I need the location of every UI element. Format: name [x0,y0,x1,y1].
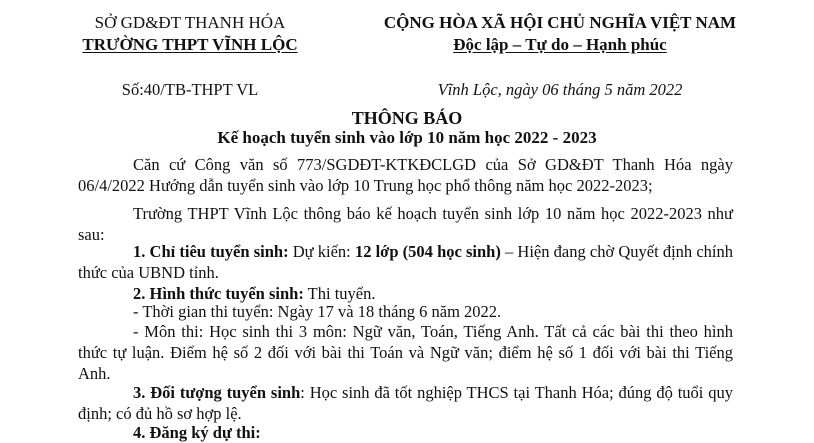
department-name: SỞ GD&ĐT THANH HÓA [94,13,286,32]
section-eligibility-heading: 3. Đối tượng tuyển sinh [133,383,301,402]
document-subtitle: Kế hoạch tuyển sinh vào lớp 10 năm học 2022 - 2023 [217,128,597,147]
section-quota-heading: 1. Chỉ tiêu tuyển sinh: [133,242,289,261]
national-motto: Độc lập – Tự do – Hạnh phúc [453,35,667,54]
section-format-text: Thi tuyển. [303,284,376,303]
section-quota-classes: 12 lớp (504 học sinh) [354,242,501,261]
document-title: THÔNG BÁO [351,108,463,128]
paragraph-announcement: Trường THPT Vĩnh Lộc thông báo kế hoạch tuyển sinh lớp 10 năm học 2022-2023 như sau: [78,204,733,244]
exam-subjects: - Môn thi: Học sinh thi 3 môn: Ngữ văn, Toán, Tiếng Anh. Tất cả các bài thi theo hình thức tự luận. Điểm hệ số 2 đối với bài thi Toán và Ngữ văn; điểm hệ số 1 đối với bài thi Tiếng Anh. [78,322,733,383]
country-name: CỘNG HÒA XÃ HỘI CHỦ NGHĨA VIỆT NAM [383,13,737,32]
exam-time: - Thời gian thi tuyển: Ngày 17 và 18 tháng 6 năm 2022. [133,302,502,321]
section-quota [78,241,733,283]
section-quota-text-c: – Hiện đang chờ Quyết định chính thức của UBND tỉnh. [78,242,734,282]
section-registration-heading: 4. Đăng ký dự thi: [133,423,261,442]
section-quota-text-a: Dự kiến: [288,242,355,261]
section-eligibility-text: : Học sinh đã tốt nghiệp THCS tại Thanh Hóa; đúng độ tuổi quy định; có đủ hồ sơ hợp lệ. [78,383,733,423]
section-format-heading: 2. Hình thức tuyển sinh: [133,284,304,303]
place-date: Vĩnh Lộc, ngày 06 tháng 5 năm 2022 [437,80,683,99]
school-name: TRƯỜNG THPT VĨNH LỘC [82,35,298,54]
paragraph-legal-basis: Căn cứ Công văn số 773/SGDĐT-KTKĐCLGD của Sở GD&ĐT Thanh Hóa ngày 06/4/2022 Hướng dẫn tuyển sinh vào lớp 10 Trung học phổ thông năm học 2022-2023; [78,155,733,195]
section-eligibility [78,382,733,424]
document-number: Số:40/TB-THPT VL [121,80,259,99]
